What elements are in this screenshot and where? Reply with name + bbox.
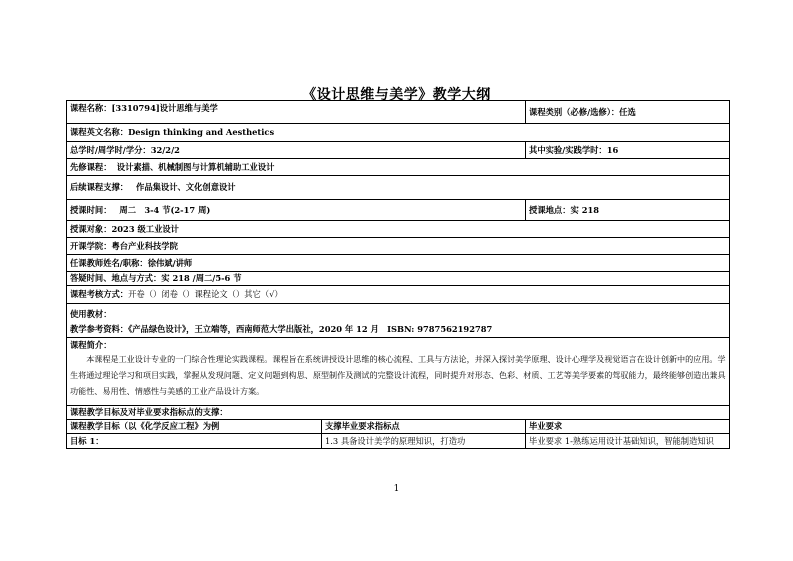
place-value: 实 218 (570, 204, 600, 215)
teacher-label: 任课教师姓名/职称： (70, 257, 148, 268)
audience-cell (67, 221, 730, 238)
follow-up-cell (67, 176, 730, 200)
place-cell (526, 200, 730, 221)
follow-up-label: 后续课程支撑： (70, 182, 129, 192)
prerequisite-cell (67, 159, 730, 176)
course-name-cell (67, 101, 526, 124)
page-number: 1 (393, 484, 400, 494)
course-type-cell (526, 101, 730, 124)
prerequisite-label: 先修课程： (70, 161, 112, 172)
hours-cell (67, 142, 526, 159)
teacher-cell (67, 255, 730, 272)
course-name-label: 课程名称： (70, 103, 112, 113)
time-cell (67, 200, 526, 221)
assessment-cell (67, 286, 730, 304)
reference-label: 教学参考资料： (70, 324, 129, 334)
practice-hours-label: 其中实验/实践学时： (529, 144, 607, 155)
practice-hours-value: 16 (606, 144, 619, 155)
english-name-label: 课程英文名称： (70, 127, 129, 137)
qa-cell (67, 272, 730, 286)
audience-value: 2023 级工业设计 (111, 223, 179, 234)
college-label: 开课学院： (70, 240, 112, 251)
audience-label: 授课对象： (70, 223, 112, 234)
intro-label: 课程简介： (70, 340, 112, 350)
college-cell (67, 238, 730, 255)
time-value: 周二 3-4 节(2-17 周) (119, 204, 211, 215)
prerequisite-value: 设计素描、机械制图与计算机辅助工业设计 (116, 161, 275, 172)
practice-hours-cell (526, 142, 730, 159)
course-type-value: 任选 (619, 106, 636, 117)
textbook-cell (67, 304, 730, 338)
assessment-label: 课程考核方式： (70, 289, 129, 299)
hours-value: 32/2/2 (150, 144, 180, 155)
english-name-cell (67, 124, 730, 142)
english-name-value: Design thinking and Aesthetics (128, 127, 275, 137)
teacher-value: 徐伟斌/讲师 (147, 257, 193, 268)
college-value: 粤台产业科技学院 (111, 240, 178, 251)
place-label: 授课地点： (529, 204, 571, 215)
objective-1-name: 目标 1： (67, 434, 322, 449)
objectives-col-header-1: 课程教学目标（以《化学反应工程》为例 (67, 420, 322, 434)
hours-label: 总学时/周学时/学分： (70, 144, 151, 155)
objectives-col-header-3: 毕业要求 (526, 420, 730, 434)
course-type-label: 课程类别（必修/选修）： (529, 106, 620, 117)
syllabus-table (66, 100, 730, 449)
time-label: 授课时间： (70, 204, 112, 215)
objective-1-indicator: 1.3 具备设计美学的原理知识，打造功 (322, 434, 526, 449)
intro-text: 本课程是工业设计专业的一门综合性理论实践课程。课程旨在系统讲授设计思维的核心流程、工具与方法论，并深入探讨美学原理、设计心理学及视觉语言在设计创新中的应用。学生将通过理论学习和项目实践，掌握从发现问题、定义问题到构思、原型制作及测试的完整设计流程，同时提升对形态、色彩、材质、工艺等美学要素的驾驭能力，最终能够创造出兼具功能性、易用性、情感性与美感的工业产品设计方案。 (70, 354, 726, 396)
objectives-col-header-2: 支撑毕业要求指标点 (322, 420, 526, 434)
qa-value: 实 218 /周二/5-6 节 (161, 273, 242, 283)
document-title: 《设计思维与美学》教学大纲 (302, 87, 491, 103)
objectives-header-cell (67, 406, 730, 420)
assessment-value: 开卷（）闭卷（）课程论文（）其它（√） (128, 289, 283, 299)
objective-1-requirement: 毕业要求 1-熟练运用设计基础知识，智能制造知识 (526, 434, 730, 449)
follow-up-value: 作品集设计、文化创意设计 (136, 182, 236, 192)
textbook-label: 使用教材： (70, 309, 112, 319)
reference-value: 《产品绿色设计》，王立端等，西南师范大学出版社，2020 年 12 月 ISBN: 9787562192787 (128, 324, 493, 334)
course-name-value: [3310794]设计思维与美学 (111, 103, 218, 113)
qa-label: 答疑时间、地点与方式： (70, 273, 162, 283)
objectives-header-label: 课程教学目标及对毕业要求指标点的支撑： (70, 407, 228, 417)
intro-cell (67, 338, 730, 406)
